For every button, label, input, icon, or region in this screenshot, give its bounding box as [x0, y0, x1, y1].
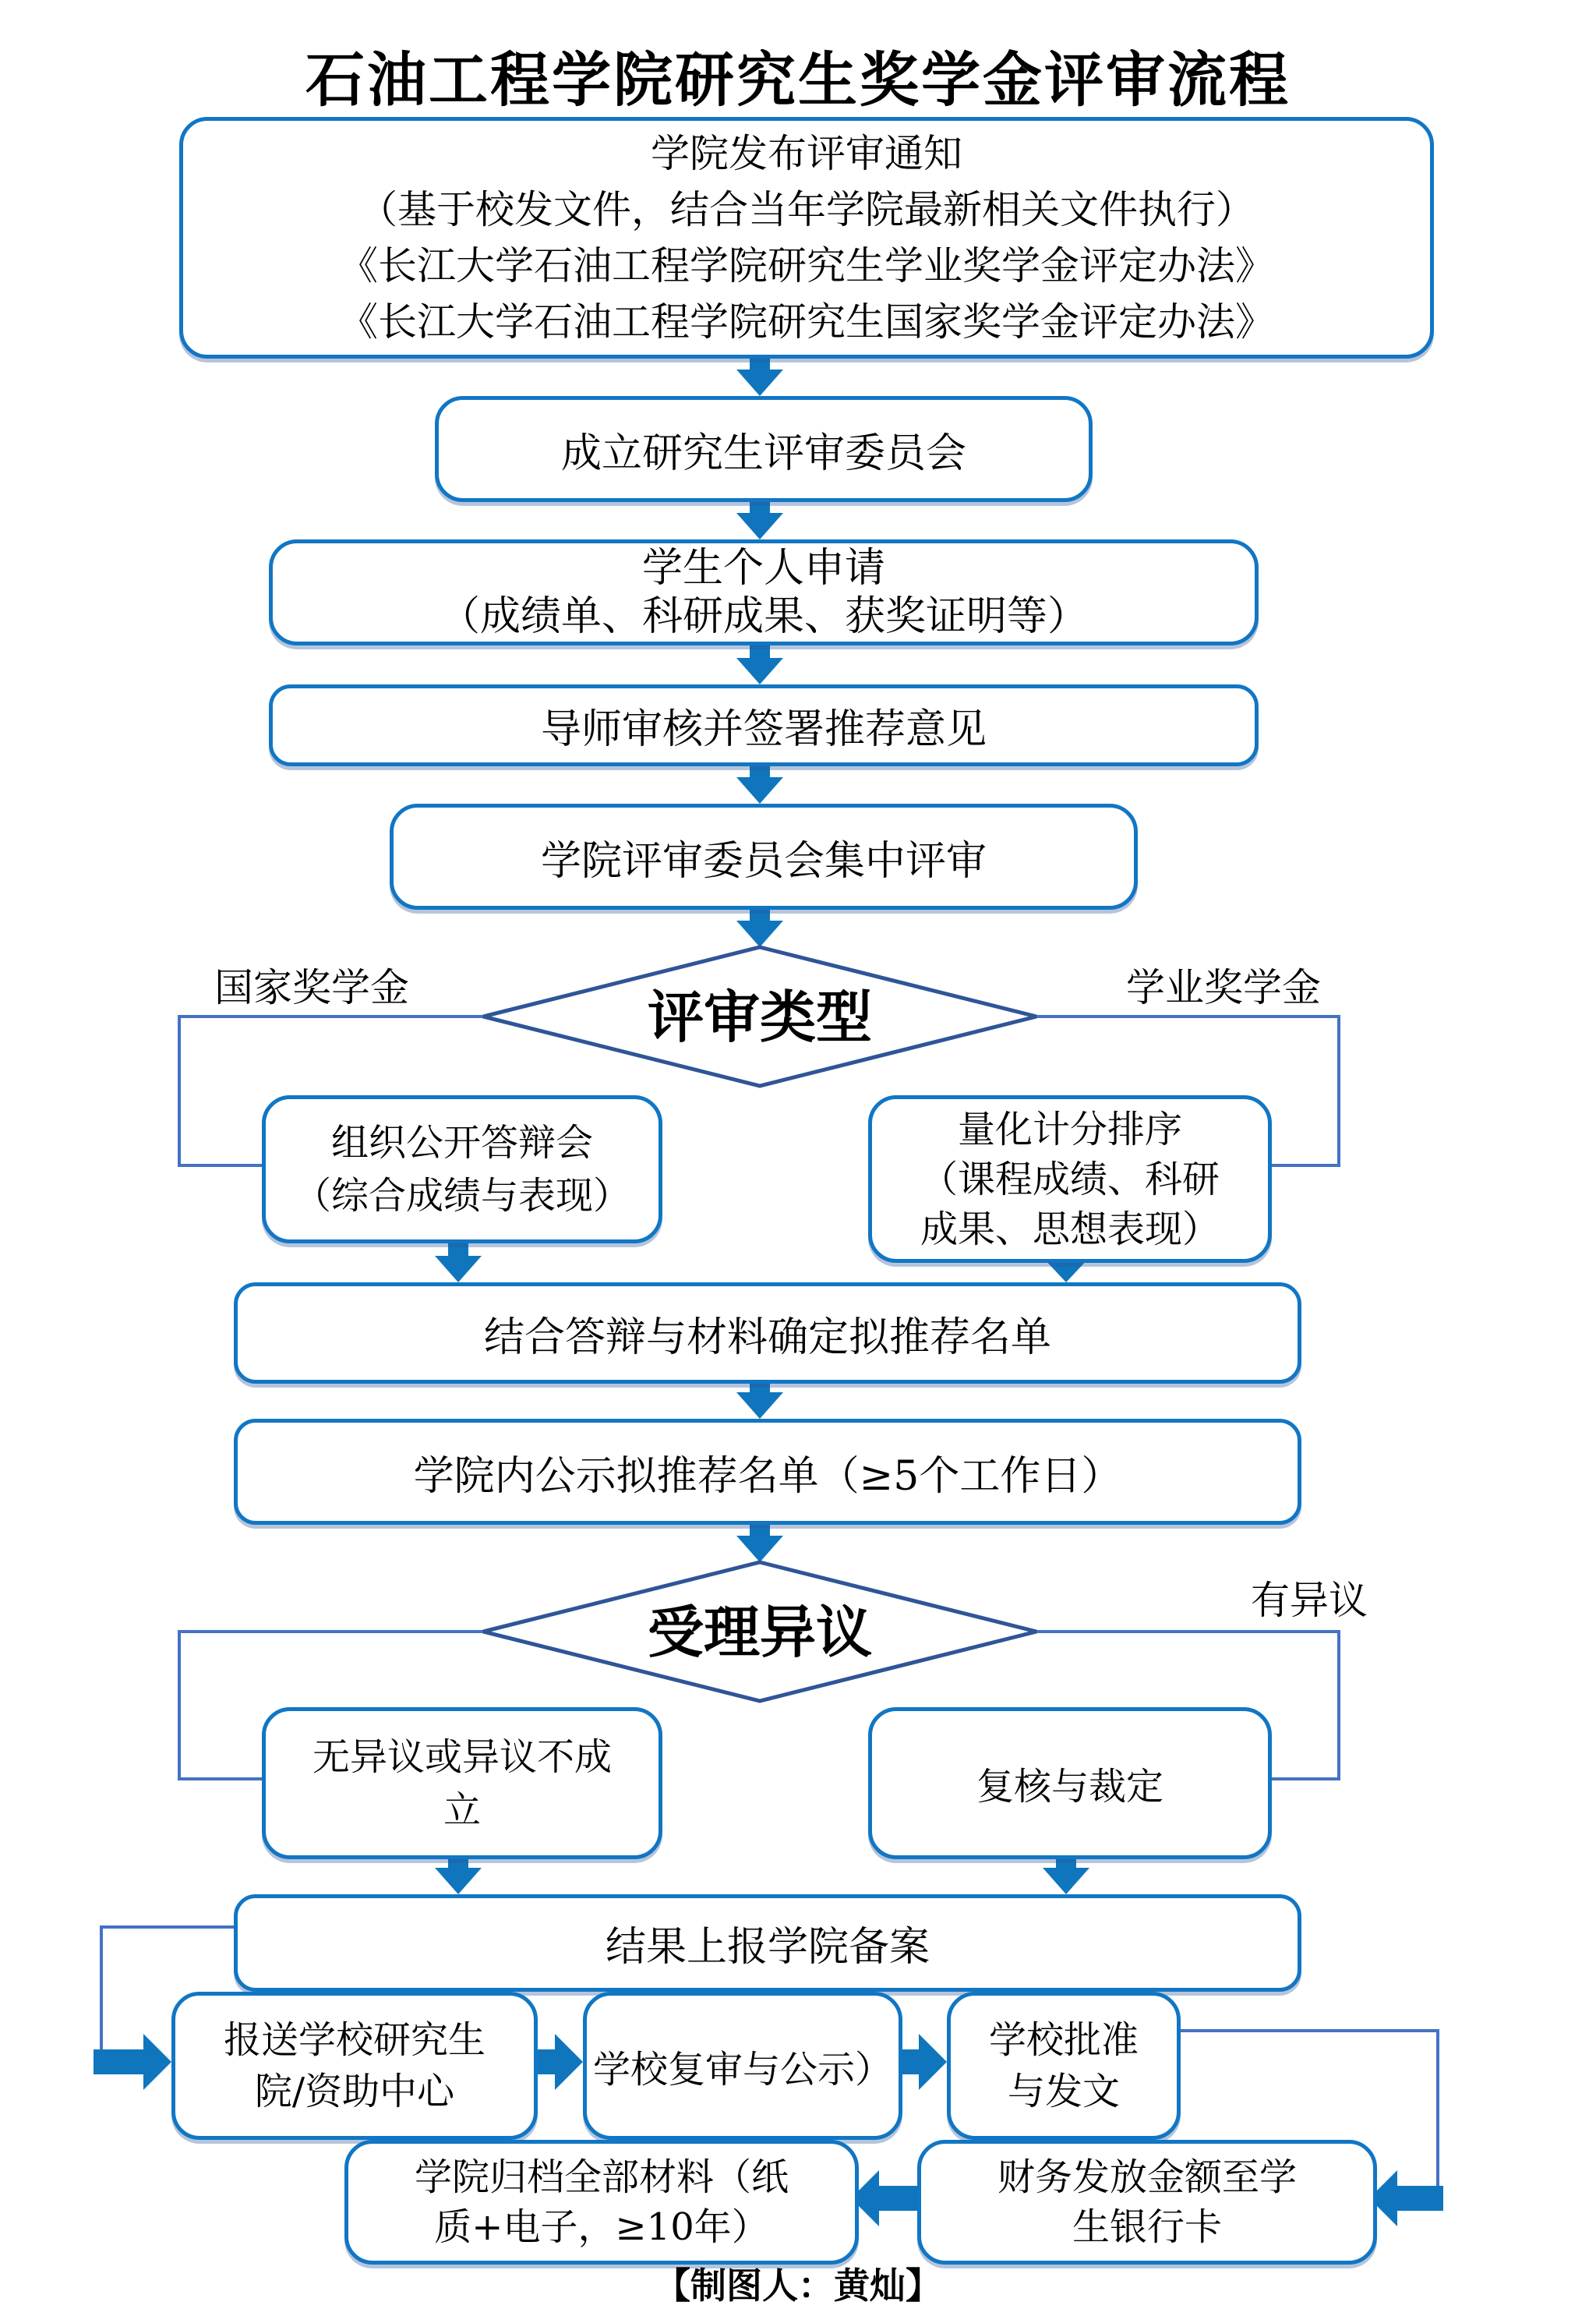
box-scoring: [868, 1095, 1272, 1263]
box-line: 学院发布评审通知: [651, 131, 962, 176]
box-line: 立: [443, 1787, 481, 1832]
box-line: （成绩单、科研成果、获奖证明等）: [439, 593, 1088, 640]
box-line: 学院归档全部材料（纸: [414, 2155, 789, 2199]
label-national-scholarship: 国家奖学金: [214, 965, 409, 1010]
box-line: 学院评审委员会集中评审: [540, 837, 987, 885]
box-notice: [179, 117, 1434, 359]
box-line: 质+电子，≥10年）: [434, 2205, 769, 2249]
box-report: [234, 1894, 1301, 1992]
box-line: 成立研究生评审委员会: [560, 430, 966, 477]
arrow-submit-to-school-review: [530, 2034, 583, 2090]
box-recheck: [868, 1707, 1272, 1859]
box-line: 报送学校研究生: [223, 2018, 486, 2062]
box-line: （课程成绩、科研: [920, 1157, 1220, 1201]
box-line: 学院内公示拟推荐名单（≥5个工作日）: [413, 1452, 1122, 1500]
box-school-review: [583, 1992, 902, 2140]
box-college-review: [390, 804, 1138, 910]
box-line: 学校批准: [988, 2018, 1139, 2062]
footer-credit: 【制图人：黄灿】: [655, 2265, 941, 2306]
box-line: （基于校发文件，结合当年学院最新相关文件执行）: [358, 187, 1255, 232]
box-line: 财务发放金额至学: [997, 2155, 1297, 2199]
label-academic-scholarship: 学业奖学金: [1126, 965, 1321, 1010]
box-submit: [171, 1992, 538, 2140]
diamond-label-review-type: 评审类型: [647, 987, 872, 1049]
box-archive: [344, 2140, 859, 2265]
box-payment: [917, 2140, 1377, 2265]
box-shortlist: [234, 1282, 1301, 1384]
box-line: 量化计分排序: [957, 1107, 1182, 1151]
label-has-objection: 有异议: [1251, 1578, 1368, 1623]
box-application: [269, 539, 1259, 645]
box-line: 导师审核并签署推荐意见: [540, 706, 987, 753]
box-approval: [947, 1992, 1181, 2140]
box-line: 组织公开答辩会: [330, 1121, 593, 1165]
box-line: （综合成绩与表现）: [293, 1174, 630, 1218]
box-line: 院/资助中心: [254, 2070, 455, 2113]
box-line: 学生个人申请: [641, 545, 885, 592]
box-line: 结果上报学院备案: [605, 1924, 930, 1971]
page-title: 石油工程学院研究生奖学金评审流程: [305, 48, 1291, 114]
arrow-into-submit: [94, 2034, 171, 2090]
box-committee: [435, 396, 1093, 502]
box-line: 《长江大学石油工程学院研究生国家奖学金评定办法》: [339, 299, 1274, 345]
arrow-payment-to-archive: [851, 2170, 917, 2226]
box-line: 《长江大学石油工程学院研究生学业奖学金评定办法》: [339, 243, 1274, 288]
box-supervisor: [269, 684, 1259, 766]
box-line: 复核与裁定: [976, 1765, 1163, 1809]
box-line: 生银行卡: [1072, 2205, 1222, 2249]
box-line: 与发文: [1007, 2070, 1120, 2113]
box-publicity: [234, 1419, 1301, 1525]
box-line: 成果、思想表现）: [920, 1207, 1220, 1251]
arrow-into-payment: [1369, 2170, 1443, 2226]
box-line: 学校复审与公示）: [592, 2047, 892, 2092]
diamond-label-objection: 受理异议: [647, 1602, 872, 1664]
box-line: 结合答辩与材料确定拟推荐名单: [483, 1314, 1051, 1361]
arrow-school-review-to-approval: [895, 2034, 947, 2090]
box-defense: [262, 1095, 662, 1243]
box-line: 无异议或异议不成: [312, 1734, 612, 1779]
box-no-objection: [262, 1707, 662, 1859]
